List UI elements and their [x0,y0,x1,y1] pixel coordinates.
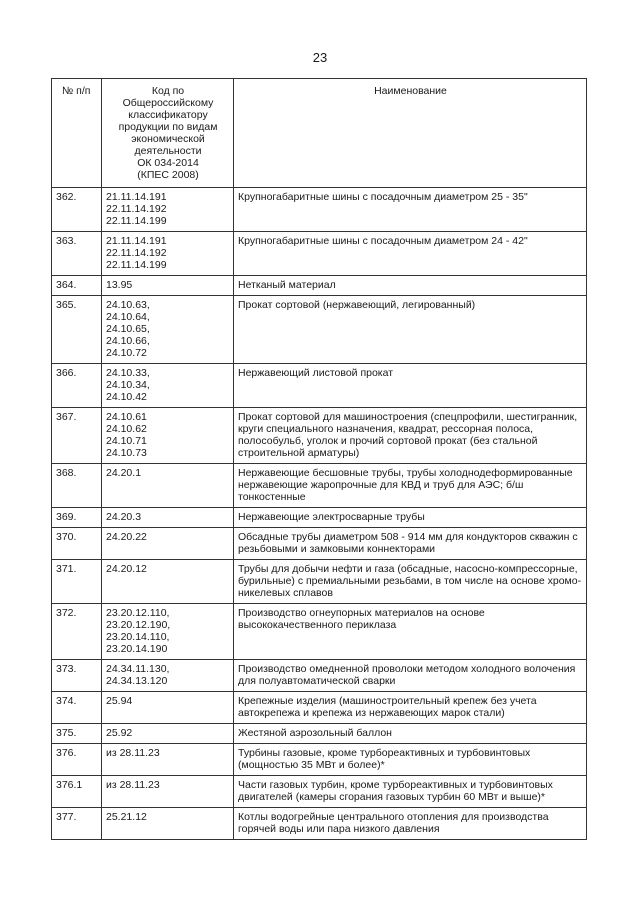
table-header-row [52,79,587,188]
header-number: № п/п [52,79,102,188]
row-name: Части газовых турбин, кроме турбореактивных и турбовинтовых двигателей (камеры сгорания газовых турбин 60 МВт и выше)* [234,776,587,808]
row-name: Нержавеющие бесшовные трубы, трубы холоднодеформированные нержавеющие жаропрочные для КВД и труб для АЭС; б/ш тонкостенные [234,464,587,508]
row-number: 367. [52,408,102,464]
header-code: Код по Общероссийскому классификатору продукции по видам экономической деятельности ОК 034-2014 (КПЕС 2008) [102,79,234,188]
row-code: 21.11.14.191 22.11.14.192 22.11.14.199 [102,232,234,276]
table-row [52,364,587,408]
row-number: 374. [52,692,102,724]
table-row [52,776,587,808]
row-code: 25.92 [102,724,234,744]
row-name: Нетканый материал [234,276,587,296]
row-name: Обсадные трубы диаметром 508 - 914 мм для кондукторов скважин с резьбовыми и замковыми коннекторами [234,528,587,560]
table-row [52,464,587,508]
row-name: Крупногабаритные шины с посадочным диаметром 24 - 42" [234,232,587,276]
row-number: 370. [52,528,102,560]
row-code: 25.94 [102,692,234,724]
table-row [52,560,587,604]
table-row [52,232,587,276]
row-number: 365. [52,296,102,364]
row-code: 24.20.12 [102,560,234,604]
row-code: 24.10.33, 24.10.34, 24.10.42 [102,364,234,408]
row-number: 368. [52,464,102,508]
row-name: Нержавеющие электросварные трубы [234,508,587,528]
row-code: 21.11.14.191 22.11.14.192 22.11.14.199 [102,188,234,232]
table-row [52,508,587,528]
table-row [52,528,587,560]
row-number: 364. [52,276,102,296]
table-row [52,808,587,840]
row-name: Производство омедненной проволоки методом холодного волочения для полуавтоматической сварки [234,660,587,692]
table-row [52,188,587,232]
table-row [52,408,587,464]
table-body [52,188,587,840]
row-number: 376. [52,744,102,776]
table-row [52,276,587,296]
table-row [52,724,587,744]
row-number: 371. [52,560,102,604]
products-table [51,78,587,840]
row-code: 23.20.12.110, 23.20.12.190, 23.20.14.110, 23.20.14.190 [102,604,234,660]
row-name: Турбины газовые, кроме турбореактивных и турбовинтовых (мощностью 35 МВт и более)* [234,744,587,776]
row-number: 375. [52,724,102,744]
row-name: Прокат сортовой (нержавеющий, легированный) [234,296,587,364]
row-name: Прокат сортовой для машиностроения (спецпрофили, шестигранник, круги специального назначения, квадрат, рессорная полоса, полособульб, уголок и прочий сортовой прокат (без стальной строительной арматуры) [234,408,587,464]
row-number: 372. [52,604,102,660]
table-row [52,744,587,776]
row-name: Крупногабаритные шины с посадочным диаметром 25 - 35" [234,188,587,232]
row-name: Трубы для добычи нефти и газа (обсадные, насосно-компрессорные, бурильные) с премиальными резьбами, в том числе на основе хромо-никелевых сплавов [234,560,587,604]
row-code: из 28.11.23 [102,776,234,808]
row-number: 362. [52,188,102,232]
page-number: 23 [312,50,328,65]
row-code: 25.21.12 [102,808,234,840]
table-row [52,604,587,660]
row-code: 24.20.1 [102,464,234,508]
row-code: 24.20.22 [102,528,234,560]
table-row [52,660,587,692]
row-name: Жестяной аэрозольный баллон [234,724,587,744]
row-number: 377. [52,808,102,840]
row-code: 13.95 [102,276,234,296]
header-name: Наименование [234,79,587,188]
row-code: 24.34.11.130, 24.34.13.120 [102,660,234,692]
row-code: из 28.11.23 [102,744,234,776]
table-row [52,692,587,724]
row-code: 24.10.63, 24.10.64, 24.10.65, 24.10.66, 24.10.72 [102,296,234,364]
row-number: 366. [52,364,102,408]
table-row [52,296,587,364]
row-name: Производство огнеупорных материалов на основе высококачественного периклаза [234,604,587,660]
row-number: 376.1 [52,776,102,808]
row-name: Котлы водогрейные центрального отопления для производства горячей воды или пара низкого давления [234,808,587,840]
row-code: 24.20.3 [102,508,234,528]
row-number: 373. [52,660,102,692]
row-number: 363. [52,232,102,276]
row-name: Крепежные изделия (машиностроительный крепеж без учета автокрепежа и крепежа из нержавеющих марок стали) [234,692,587,724]
row-number: 369. [52,508,102,528]
row-code: 24.10.61 24.10.62 24.10.71 24.10.73 [102,408,234,464]
row-name: Нержавеющий листовой прокат [234,364,587,408]
